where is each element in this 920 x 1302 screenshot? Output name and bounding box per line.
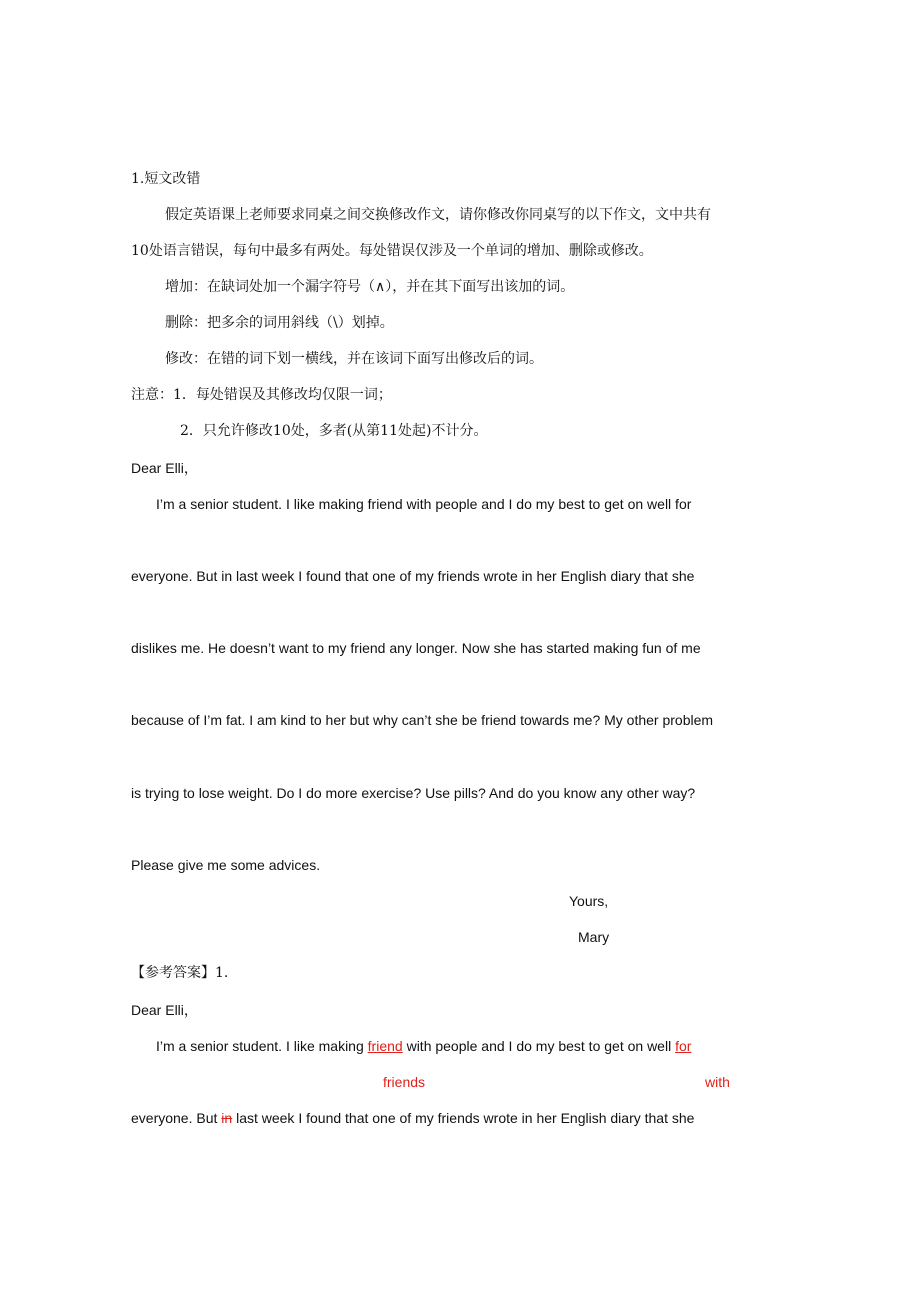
letter-line-3: dislikes me. He doesn’t want to my friend any longer. Now she has started making fun of me (131, 640, 701, 656)
deleted-word-in: in (221, 1110, 233, 1126)
letter-line-1: I’m a senior student. I like making friend with people and I do my best to get on well for (156, 496, 692, 512)
letter-line-5: is trying to lose weight. Do I do more exercise? Use pills? And do you know any other way? (131, 785, 696, 801)
intro-line-2: 10处语言错误，每句中最多有两处。每处错误仅涉及一个单词的增加、删除或修改。 (131, 243, 653, 259)
letter-line-2: everyone. But in last week I found that one of my friends wrote in her English diary that she (131, 568, 695, 584)
note-1: 注意：1．每处错误及其修改均仅限一词； (131, 387, 392, 403)
letter-signature: Mary (578, 929, 610, 945)
section-title: 1.短文改错 (131, 171, 201, 187)
answer-line-2-text-a: everyone. But (131, 1110, 222, 1126)
correction-friends: friends (383, 1074, 426, 1090)
intro-line-1: 假定英语课上老师要求同桌之间交换修改作文，请你修改你同桌写的以下作文，文中共有 (165, 207, 711, 223)
note-2: 2．只允许修改10处，多者(从第11处起)不计分。 (180, 423, 488, 439)
answer-line-1 (156, 1036, 691, 1056)
answer-line-2 (131, 1108, 694, 1128)
letter-line-6: Please give me some advices. (131, 857, 321, 873)
correction-with: with (705, 1074, 730, 1090)
answer-line-1-text-a: I’m a senior student. I like making (156, 1038, 368, 1054)
letter-greeting: Dear Elli， (131, 460, 198, 476)
error-underline-for: for (675, 1038, 692, 1054)
error-underline-friend: friend (367, 1038, 403, 1054)
letter-line-4: because of I’m fat. I am kind to her but why can’t she be friend towards me? My other problem (131, 712, 714, 728)
answer-heading: 【参考答案】1. (131, 965, 229, 981)
letter-closing: Yours, (569, 893, 609, 909)
answer-greeting: Dear Elli， (131, 1002, 198, 1018)
add-rule: 增加：在缺词处加一个漏字符号（∧），并在其下面写出该加的词。 (165, 279, 575, 295)
modify-rule: 修改：在错的词下划一横线，并在该词下面写出修改后的词。 (165, 351, 543, 367)
delete-rule: 删除：把多余的词用斜线（\）划掉。 (165, 315, 394, 331)
answer-line-1-text-b: with people and I do my best to get on well (402, 1038, 676, 1054)
answer-line-2-text-b: last week I found that one of my friends wrote in her English diary that she (232, 1110, 695, 1126)
